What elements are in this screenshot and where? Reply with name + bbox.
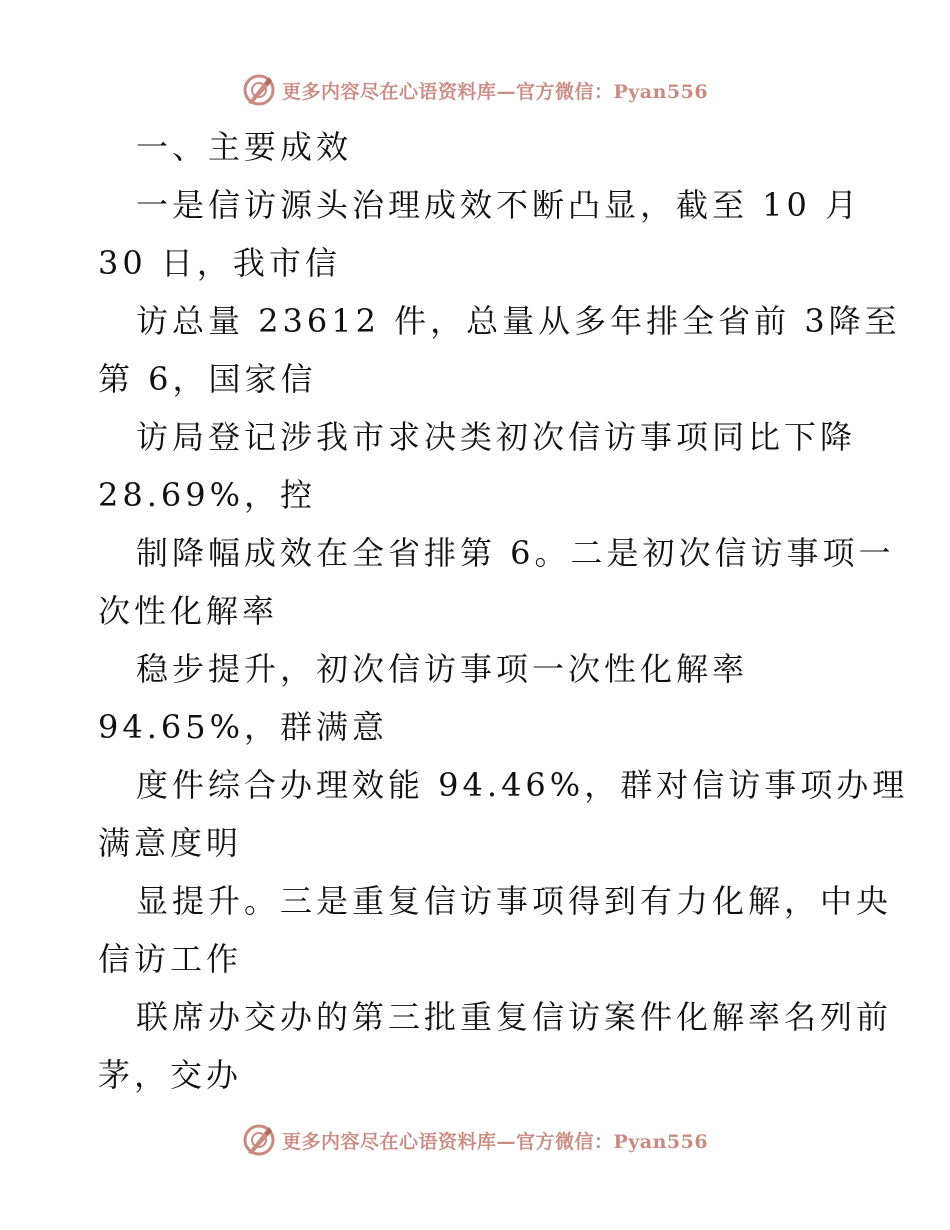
text-line: 30 日，我市信 — [98, 244, 341, 282]
watermark-footer — [0, 1120, 950, 1160]
watermark-text: 更多内容尽在心语资料库—官方微信：Pyan556 — [281, 80, 709, 103]
text-line: 第 6，国家信 — [98, 360, 317, 398]
text-line: 次性化解率 — [98, 592, 279, 630]
text-line: 访总量 23612 件，总量从多年排全省前 3降至 — [136, 302, 901, 340]
pen-logo-icon — [242, 1123, 276, 1157]
text-line: 访局登记涉我市求决类初次信访事项同比下降 — [136, 418, 857, 456]
text-line: 度件综合办理效能 94.46%，群对信访事项办理 — [136, 766, 909, 804]
text-line: 94.65%，群满意 — [98, 708, 389, 746]
pen-logo-icon — [242, 73, 276, 107]
text-line: 显提升。三是重复信访事项得到有力化解，中央 — [136, 882, 893, 920]
watermark-header — [0, 70, 950, 110]
watermark-text: 更多内容尽在心语资料库—官方微信：Pyan556 — [281, 1130, 709, 1153]
text-line: 28.69%，控 — [98, 476, 317, 514]
text-line: 一是信访源头治理成效不断凸显，截至 10 月 — [136, 186, 862, 224]
section-heading: 一、主要成效 — [136, 128, 353, 166]
text-line: 制降幅成效在全省排第 6。二是初次信访事项一 — [136, 534, 895, 572]
document-body — [98, 118, 909, 1104]
text-line: 信访工作 — [98, 940, 243, 978]
text-line: 满意度明 — [98, 824, 243, 862]
text-line: 稳步提升，初次信访事项一次性化解率 — [136, 650, 749, 688]
text-line: 茅，交办 — [98, 1056, 243, 1094]
text-line: 联席办交办的第三批重复信访案件化解率名列前 — [136, 998, 893, 1036]
